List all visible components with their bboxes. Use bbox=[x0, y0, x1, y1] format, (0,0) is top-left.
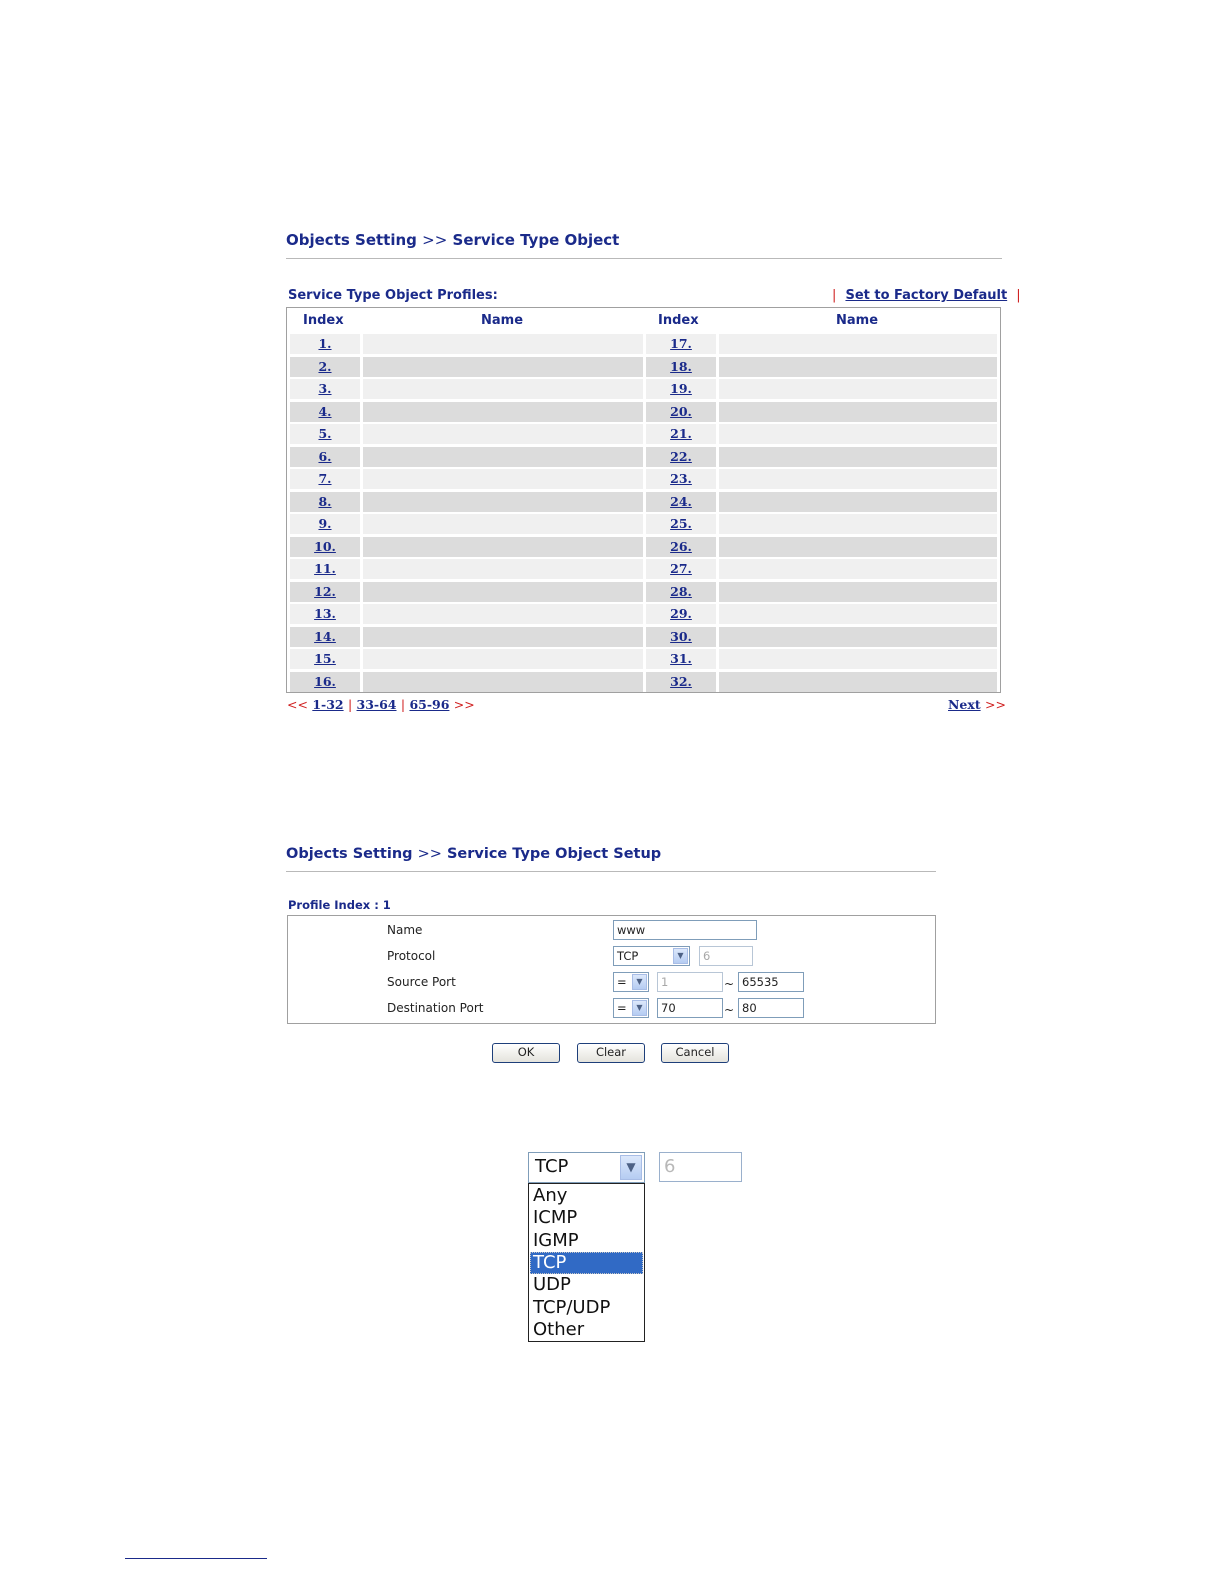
separator-bar: | bbox=[832, 288, 837, 303]
profile-index-cell bbox=[646, 537, 716, 557]
profile-index-link[interactable]: 7. bbox=[318, 471, 332, 486]
destination-port-end-input[interactable]: 80 bbox=[738, 998, 804, 1018]
profile-index-cell bbox=[290, 672, 360, 692]
profile-name-cell bbox=[363, 649, 643, 669]
profile-index-link[interactable]: 6. bbox=[318, 448, 332, 464]
profile-name-cell bbox=[719, 402, 997, 422]
name-input[interactable]: www bbox=[613, 920, 757, 940]
profile-name-cell bbox=[719, 537, 997, 557]
table-row bbox=[290, 537, 997, 557]
profile-index-cell bbox=[646, 402, 716, 422]
profile-index-cell bbox=[290, 582, 360, 602]
profile-index-link[interactable]: 29. bbox=[670, 606, 692, 621]
title-service-type-object: Service Type Object bbox=[452, 231, 620, 249]
header-index-right: Index bbox=[658, 313, 699, 328]
protocol-option-other[interactable]: Other bbox=[533, 1318, 585, 1340]
protocol-select[interactable] bbox=[613, 946, 690, 966]
next-page-link[interactable]: Next bbox=[948, 697, 981, 712]
profile-index-cell bbox=[646, 447, 716, 467]
header-name-left: Name bbox=[481, 313, 524, 328]
profile-name-cell bbox=[719, 582, 997, 602]
footnote-rule bbox=[125, 1558, 267, 1559]
profile-index-link[interactable]: 3. bbox=[318, 381, 332, 396]
protocol-dropdown-number: 6 bbox=[659, 1152, 742, 1182]
protocol-number-input: 6 bbox=[699, 946, 753, 966]
profile-index-label: Profile Index : 1 bbox=[288, 898, 391, 912]
chevron-down-icon[interactable]: ▼ bbox=[632, 974, 647, 990]
profiles-page-title bbox=[286, 231, 619, 249]
pager-separator: | bbox=[400, 697, 406, 712]
title-separator: >> bbox=[422, 231, 448, 249]
next-arrows: >> bbox=[453, 697, 475, 712]
profile-index-link[interactable]: 15. bbox=[314, 651, 336, 666]
header-index-left: Index bbox=[303, 313, 344, 328]
profile-name-cell bbox=[363, 559, 643, 579]
profile-index-link[interactable]: 30. bbox=[670, 628, 692, 644]
protocol-option-icmp[interactable]: ICMP bbox=[533, 1207, 578, 1229]
profile-index-link[interactable]: 20. bbox=[670, 403, 692, 419]
profile-name-cell bbox=[719, 447, 997, 467]
profile-index-link[interactable]: 19. bbox=[670, 381, 692, 396]
profile-name-cell bbox=[719, 379, 997, 399]
profile-index-link[interactable]: 13. bbox=[314, 606, 336, 621]
source-port-label: Source Port bbox=[387, 975, 456, 989]
page-link-33-64[interactable]: 33-64 bbox=[356, 697, 397, 712]
profile-index-link[interactable]: 10. bbox=[314, 538, 336, 554]
profile-index-cell bbox=[290, 514, 360, 534]
profile-index-cell bbox=[646, 492, 716, 512]
chevron-down-icon[interactable]: ▼ bbox=[632, 1000, 647, 1016]
destination-port-label: Destination Port bbox=[387, 1001, 484, 1015]
profile-index-link[interactable]: 27. bbox=[670, 561, 692, 576]
source-port-operator-value: = bbox=[617, 975, 627, 989]
profiles-table bbox=[286, 307, 1001, 693]
protocol-option-tcp-udp[interactable]: TCP/UDP bbox=[533, 1296, 611, 1318]
profile-name-cell bbox=[363, 469, 643, 489]
profile-index-cell bbox=[290, 604, 360, 624]
profile-index-link[interactable]: 2. bbox=[318, 358, 332, 374]
profile-name-cell bbox=[363, 402, 643, 422]
profile-index-link[interactable]: 21. bbox=[670, 426, 692, 441]
set-factory-default-link[interactable]: Set to Factory Default bbox=[845, 288, 1008, 303]
profile-index-cell bbox=[646, 379, 716, 399]
table-row bbox=[290, 627, 997, 647]
profile-index-link[interactable]: 28. bbox=[670, 583, 692, 599]
profile-index-cell bbox=[646, 469, 716, 489]
source-port-operator-select[interactable] bbox=[613, 972, 649, 992]
clear-button[interactable]: Clear bbox=[577, 1043, 645, 1063]
table-row bbox=[290, 582, 997, 602]
protocol-dropdown-select[interactable] bbox=[528, 1152, 645, 1183]
profile-name-cell bbox=[719, 424, 997, 444]
title-separator: >> bbox=[417, 846, 442, 862]
profile-name-cell bbox=[363, 447, 643, 467]
profile-name-cell bbox=[363, 582, 643, 602]
protocol-select-value: TCP bbox=[617, 949, 639, 963]
protocol-label: Protocol bbox=[387, 949, 436, 963]
chevron-down-icon[interactable]: ▼ bbox=[620, 1155, 642, 1180]
profile-index-link[interactable]: 18. bbox=[670, 358, 692, 374]
protocol-option-any[interactable]: Any bbox=[533, 1185, 568, 1206]
name-label: Name bbox=[387, 923, 423, 937]
table-row bbox=[290, 469, 997, 489]
pager-next bbox=[948, 697, 1006, 712]
source-port-range-tilde: ~ bbox=[724, 977, 735, 991]
profile-index-cell bbox=[646, 604, 716, 624]
protocol-options-list bbox=[528, 1183, 645, 1342]
destination-port-start-input[interactable]: 70 bbox=[657, 998, 723, 1018]
profile-index-link[interactable]: 11. bbox=[314, 561, 336, 576]
profile-index-link[interactable]: 5. bbox=[318, 426, 332, 441]
protocol-option-tcp[interactable]: TCP bbox=[530, 1252, 643, 1274]
profile-index-cell bbox=[290, 334, 360, 354]
profile-name-cell bbox=[363, 537, 643, 557]
profile-index-cell bbox=[290, 402, 360, 422]
profile-index-link[interactable]: 31. bbox=[670, 651, 692, 666]
profile-name-cell bbox=[719, 559, 997, 579]
title-divider bbox=[286, 871, 936, 872]
table-row bbox=[290, 492, 997, 512]
profile-name-cell bbox=[363, 514, 643, 534]
profile-index-link[interactable]: 9. bbox=[318, 516, 332, 531]
table-row bbox=[290, 379, 997, 399]
profile-name-cell bbox=[363, 604, 643, 624]
profile-index-cell bbox=[646, 357, 716, 377]
profile-name-cell bbox=[363, 627, 643, 647]
profile-index-cell bbox=[646, 514, 716, 534]
profile-name-cell bbox=[363, 424, 643, 444]
table-row bbox=[290, 514, 997, 534]
chevron-down-icon[interactable]: ▼ bbox=[673, 948, 688, 964]
profile-index-link[interactable]: 22. bbox=[670, 448, 692, 464]
source-port-start-input[interactable]: 1 bbox=[657, 972, 723, 992]
profile-index-link[interactable]: 8. bbox=[318, 493, 332, 509]
page-link-65-96[interactable]: 65-96 bbox=[409, 697, 450, 712]
profile-index-link[interactable]: 24. bbox=[670, 493, 692, 509]
profile-index-link[interactable]: 26. bbox=[670, 538, 692, 554]
profile-index-link[interactable]: 1. bbox=[318, 336, 332, 351]
protocol-option-udp[interactable]: UDP bbox=[533, 1274, 571, 1296]
destination-port-range-tilde: ~ bbox=[724, 1003, 735, 1017]
table-row bbox=[290, 447, 997, 467]
profile-index-cell bbox=[290, 469, 360, 489]
title-objects-setting: Objects Setting bbox=[286, 846, 413, 862]
profile-index-cell bbox=[646, 582, 716, 602]
profile-index-link[interactable]: 25. bbox=[670, 516, 692, 531]
cancel-button[interactable]: Cancel bbox=[661, 1043, 729, 1063]
profile-index-link[interactable]: 23. bbox=[670, 471, 692, 486]
table-row bbox=[290, 649, 997, 669]
profile-index-cell bbox=[290, 379, 360, 399]
profile-index-link[interactable]: 17. bbox=[670, 336, 692, 351]
ok-button[interactable]: OK bbox=[492, 1043, 560, 1063]
profile-name-cell bbox=[363, 357, 643, 377]
setup-form-box bbox=[287, 915, 936, 1024]
table-row bbox=[290, 672, 997, 692]
source-port-end-input[interactable]: 65535 bbox=[738, 972, 804, 992]
protocol-dropdown-value: TCP bbox=[535, 1156, 569, 1177]
header-name-right: Name bbox=[836, 313, 879, 328]
profile-name-cell bbox=[363, 334, 643, 354]
title-objects-setting: Objects Setting bbox=[286, 231, 417, 249]
profile-index-cell bbox=[646, 559, 716, 579]
profile-index-link[interactable]: 32. bbox=[670, 673, 692, 689]
table-row bbox=[290, 559, 997, 579]
profile-name-cell bbox=[363, 379, 643, 399]
profile-name-cell bbox=[719, 672, 997, 692]
profile-index-cell bbox=[646, 424, 716, 444]
profile-index-cell bbox=[290, 559, 360, 579]
table-row bbox=[290, 402, 997, 422]
pager-separator: | bbox=[347, 697, 353, 712]
table-row bbox=[290, 357, 997, 377]
protocol-option-igmp[interactable]: IGMP bbox=[533, 1229, 579, 1251]
profile-index-link[interactable]: 4. bbox=[318, 403, 332, 419]
profile-index-cell bbox=[290, 447, 360, 467]
factory-default-area bbox=[832, 288, 1021, 303]
prev-arrows: << bbox=[287, 697, 308, 712]
profile-name-cell bbox=[719, 492, 997, 512]
title-divider bbox=[286, 258, 1002, 259]
profile-index-cell bbox=[646, 334, 716, 354]
profile-name-cell bbox=[719, 469, 997, 489]
table-row bbox=[290, 334, 997, 354]
pager-pages bbox=[287, 697, 475, 712]
profile-name-cell bbox=[363, 492, 643, 512]
profile-name-cell bbox=[719, 514, 997, 534]
next-arrows: >> bbox=[984, 697, 1006, 712]
profile-index-cell bbox=[290, 537, 360, 557]
profiles-caption: Service Type Object Profiles: bbox=[288, 288, 498, 303]
profile-name-cell bbox=[719, 604, 997, 624]
profile-index-link[interactable]: 14. bbox=[314, 628, 336, 644]
destination-port-operator-select[interactable] bbox=[613, 998, 649, 1018]
profile-index-cell bbox=[290, 627, 360, 647]
profile-index-cell bbox=[646, 627, 716, 647]
table-row bbox=[290, 424, 997, 444]
page-link-1-32[interactable]: 1-32 bbox=[312, 697, 344, 712]
title-service-type-object-setup: Service Type Object Setup bbox=[446, 846, 662, 862]
profile-index-cell bbox=[290, 649, 360, 669]
profile-name-cell bbox=[719, 357, 997, 377]
profile-index-link[interactable]: 12. bbox=[314, 583, 336, 599]
profile-index-cell bbox=[290, 424, 360, 444]
profile-name-cell bbox=[719, 334, 997, 354]
profile-name-cell bbox=[719, 649, 997, 669]
table-row bbox=[290, 604, 997, 624]
profile-index-cell bbox=[646, 649, 716, 669]
profile-index-cell bbox=[646, 672, 716, 692]
setup-page-title bbox=[286, 846, 661, 862]
profile-index-link[interactable]: 16. bbox=[314, 673, 336, 689]
profile-name-cell bbox=[719, 627, 997, 647]
profile-index-cell bbox=[290, 357, 360, 377]
profile-index-cell bbox=[290, 492, 360, 512]
separator-bar: | bbox=[1016, 288, 1021, 303]
profile-name-cell bbox=[363, 672, 643, 692]
destination-port-operator-value: = bbox=[617, 1001, 627, 1015]
